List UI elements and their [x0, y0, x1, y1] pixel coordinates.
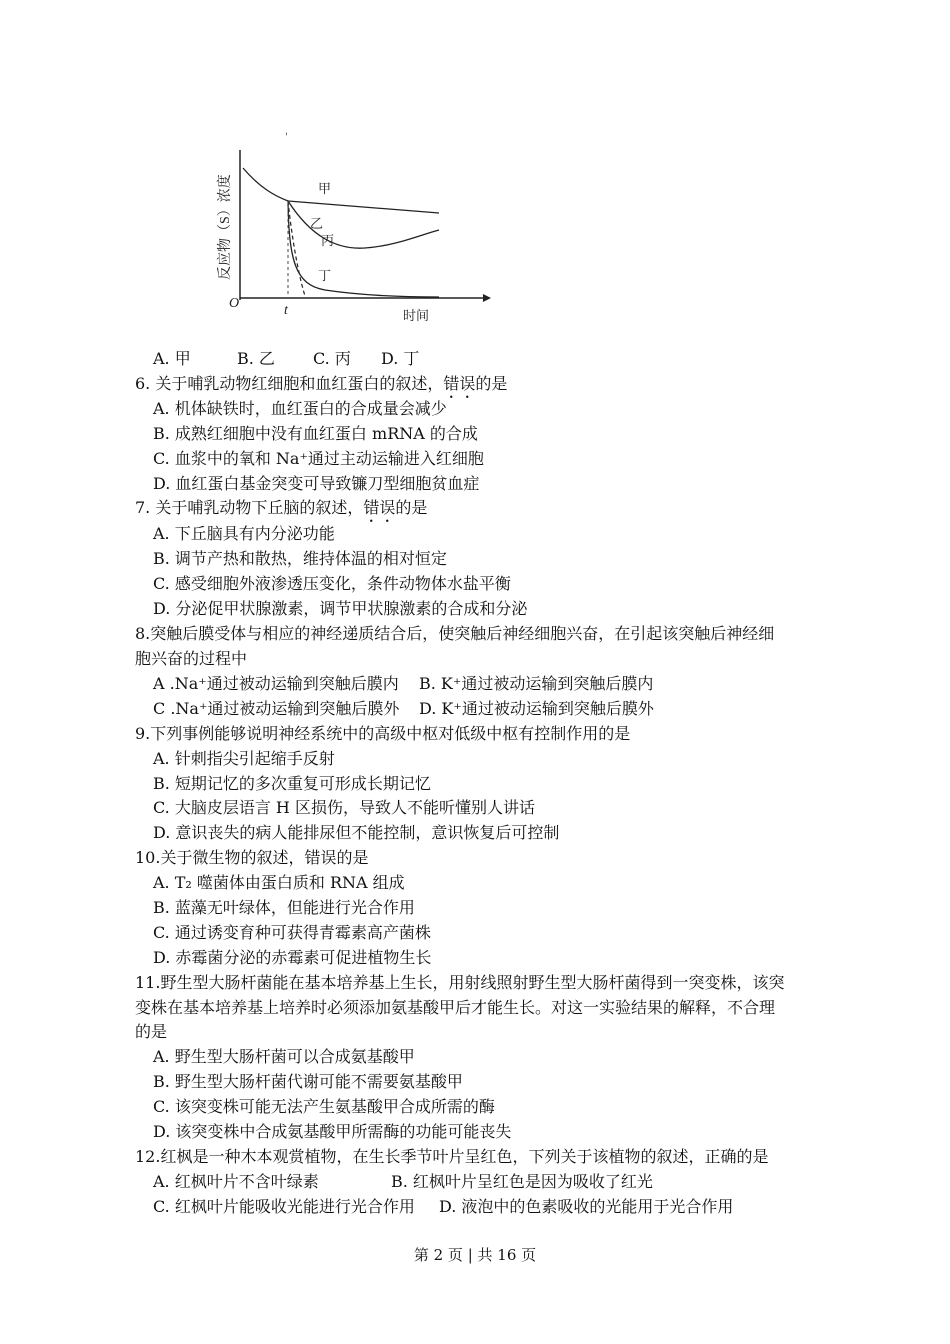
q8-option-d[interactable]: D. K⁺通过被动运输到突触后膜外: [419, 699, 654, 718]
q6-option-d[interactable]: D. 血红蛋白基金突变可导致镰刀型细胞贫血症: [153, 474, 480, 493]
q10-option-a[interactable]: A. T₂ 噬菌体由蛋白质和 RNA 组成: [153, 873, 405, 892]
q5-option-a[interactable]: A. 甲: [153, 349, 191, 368]
q8-option-b[interactable]: B. K⁺通过被动运输到突触后膜内: [419, 674, 654, 693]
q11-option-c[interactable]: C. 该突变株可能无法产生氨基酸甲合成所需的酶: [153, 1097, 495, 1116]
q7-option-b[interactable]: B. 调节产热和散热，维持体温的相对恒定: [153, 549, 447, 568]
q12-options-row1: [153, 1171, 653, 1193]
q11-option-d[interactable]: D. 该突变株中合成氨基酸甲所需酶的功能可能丧失: [153, 1122, 512, 1141]
q6-option-a[interactable]: A. 机体缺铁时，血红蛋白的合成量会减少: [153, 399, 447, 418]
initial-curve: [243, 168, 288, 201]
q9-option-c[interactable]: C. 大脑皮层语言 H 区损伤，导致人不能听懂别人讲话: [153, 798, 535, 817]
q11-stem-line1: 11.野生型大肠杆菌能在基本培养基上生长，用射线照射野生型大肠杆菌得到一突变株，该突: [135, 973, 785, 992]
q6-stem: 6. 关于哺乳动物红细胞和血红蛋白的叙述，错误的是: [135, 374, 508, 393]
q6-option-b[interactable]: B. 成熟红细胞中没有血红蛋白 mRNA 的合成: [153, 424, 478, 443]
q9-option-a[interactable]: A. 针刺指尖引起缩手反射: [153, 749, 335, 768]
page-footer: 第 2 页 | 共 16 页: [413, 1246, 537, 1264]
q11-option-a[interactable]: A. 野生型大肠杆菌可以合成氨基酸甲: [153, 1047, 415, 1066]
q12-option-b[interactable]: B. 红枫叶片呈红色是因为吸收了红光: [391, 1172, 653, 1191]
q8-stem-line2: 胞兴奋的过程中: [135, 649, 248, 668]
q7-stem: 7. 关于哺乳动物下丘脑的叙述，错误的是: [135, 498, 428, 517]
q7-option-d[interactable]: D. 分泌促甲状腺激素，调节甲状腺激素的合成和分泌: [153, 599, 528, 618]
q10-option-d[interactable]: D. 赤霉菌分泌的赤霉素可促进植物生长: [153, 948, 432, 967]
x-axis-label: 时间: [403, 308, 430, 323]
q9-option-b[interactable]: B. 短期记忆的多次重复可形成长期记忆: [153, 774, 431, 793]
q12-option-a[interactable]: A. 红枫叶片不含叶绿素: [153, 1172, 319, 1191]
q10-stem: 10.关于微生物的叙述，错误的是: [135, 848, 369, 867]
q10-option-b[interactable]: B. 蓝藻无叶绿体，但能进行光合作用: [153, 898, 415, 917]
q8-options-row1: [153, 673, 653, 695]
curve-label-bing: 丙: [321, 233, 335, 248]
curve-jia: [288, 201, 439, 213]
q8-options-row2: [153, 698, 654, 720]
q12-stem: 12.红枫是一种木本观赏植物，在生长季节叶片呈红色，下列关于该植物的叙述，正确的是: [135, 1147, 769, 1166]
curve-label-ding: 丁: [318, 268, 332, 283]
q5-option-d[interactable]: D. 丁: [381, 349, 420, 368]
q12-option-c[interactable]: C. 红枫叶片能吸收光能进行光合作用: [153, 1197, 415, 1216]
reaction-graph: [215, 130, 495, 330]
q10-option-c[interactable]: C. 通过诱变育种可获得青霉素高产菌株: [153, 923, 431, 942]
q5-option-b[interactable]: B. 乙: [237, 349, 275, 368]
q5-options: [153, 348, 419, 370]
q11-stem-line2: 变株在基本培养基上培养时必须添加氨基酸甲后才能生长。对这一实验结果的解释，不合理: [135, 998, 776, 1017]
q9-stem: 9.下列事例能够说明神经系统中的高级中枢对低级中枢有控制作用的是: [135, 724, 631, 743]
q9-option-d[interactable]: D. 意识丧失的病人能排尿但不能控制，意识恢复后可控制: [153, 823, 560, 842]
x-axis-arrow: [483, 294, 491, 302]
q7-option-c[interactable]: C. 感受细胞外液渗透压变化，条件动物体水盐平衡: [153, 574, 511, 593]
q5-option-c[interactable]: C. 丙: [313, 349, 351, 368]
q7-option-a[interactable]: A. 下丘脑具有内分泌功能: [153, 524, 335, 543]
t-label: t: [284, 303, 288, 318]
curve-label-jia: 甲: [318, 181, 332, 196]
q12-option-d[interactable]: D. 液泡中的色素吸收的光能用于光合作用: [439, 1197, 734, 1216]
q8-option-c[interactable]: C .Na⁺通过被动运输到突触后膜外: [153, 699, 400, 718]
y-axis-label: 反应物（S）浓度: [218, 174, 233, 280]
q8-stem-line1: 8.突触后膜受体与相应的神经递质结合后，使突触后神经细胞兴奋，在引起该突触后神经细: [135, 624, 775, 643]
q6-option-c[interactable]: C. 血浆中的氧和 Na⁺通过主动运输进入红细胞: [153, 449, 484, 468]
q11-stem-line3: 的是: [135, 1022, 168, 1041]
origin-label: O: [229, 296, 240, 311]
curve-yi: [288, 201, 305, 296]
curve-label-yi: 乙: [310, 216, 324, 231]
q11-option-b[interactable]: B. 野生型大肠杆菌代谢可能不需要氨基酸甲: [153, 1072, 463, 1091]
tick-mark: ': [285, 132, 288, 143]
q12-options-row2: [153, 1196, 733, 1218]
q8-option-a[interactable]: A .Na⁺通过被动运输到突触后膜内: [153, 674, 399, 693]
